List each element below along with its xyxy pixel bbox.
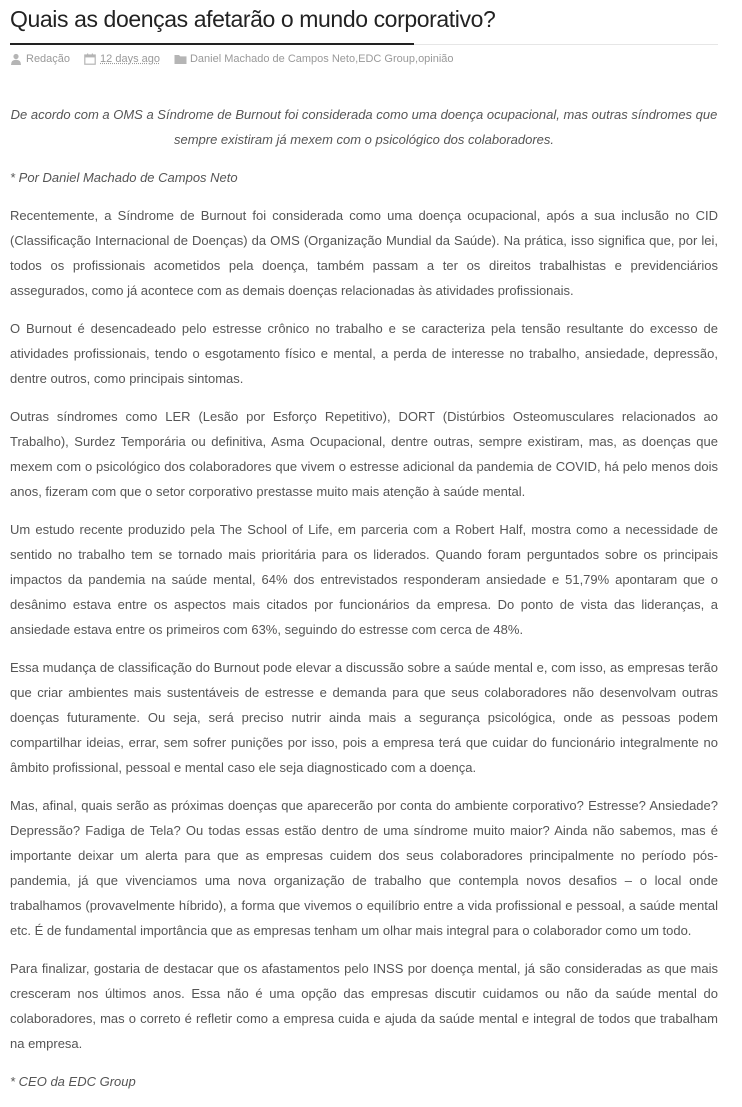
category-separator: , <box>415 53 419 65</box>
article-title: Quais as doenças afetarão o mundo corporativo? <box>10 6 496 32</box>
calendar-icon <box>84 53 96 65</box>
paragraph: Para finalizar, gostaria de destacar que os afastamentos pelo INSS por doença mental, já são consideradas as que mais cresceram nos últimos anos. Essa não é uma opção das empresas discutir cuidamos ou não da saúde mental do colaboradores, mas o correto é refletir como a empresa cuida e ajuda da saúde mental e integral de todos que trabalham na empresa. <box>10 961 718 1051</box>
category-link[interactable]: Daniel Machado de Campos Neto <box>189 53 356 65</box>
category-link[interactable]: opinião <box>418 53 454 65</box>
article-byline: * Por Daniel Machado de Campos Neto <box>10 170 238 185</box>
paragraph: Recentemente, a Síndrome de Burnout foi considerada como uma doença ocupacional, após a sua inclusão no CID (Classificação Internacional de Doenças) da OMS (Organização Mundial da Saúde). Na prática, isso significa que, por lei, todos os profissionais acometidos pela doença, também passam a ter os direitos trabalhistas e previdenciários assegurados, como já acontece com as demais doenças relacionadas às atividades profissionais. <box>10 208 718 298</box>
paragraph: Mas, afinal, quais serão as próximas doenças que aparecerão por conta do ambiente corporativo? Estresse? Ansiedade? Depressão? Fadiga de Tela? Ou todas essas estão dentro de uma síndrome muito maior? Ainda não sabemos, mas é importante deixar um alerta para que as empresas cuidem dos seus colaboradores principalmente no período pós-pandemia, já que vivenciamos uma nova organização de trabalho que contempla novos desafios – o local onde trabalhamos (provavelmente híbrido), a forma que vivemos o equilíbrio entre a vida profissional e pessoal, a saúde mental etc. É de fundamental importância que as empresas tenham um olhar mais integral para o colaborador como um todo. <box>10 798 718 938</box>
post-date: 12 days ago <box>100 53 160 65</box>
title-area <box>10 0 718 45</box>
author-link[interactable]: Redação <box>26 53 71 65</box>
article <box>10 0 718 1089</box>
post-meta <box>10 53 454 65</box>
folder-icon <box>174 53 186 65</box>
paragraph: Outras síndromes como LER (Lesão por Esforço Repetitivo), DORT (Distúrbios Osteomusculares relacionados ao Trabalho), Surdez Temporária ou definitiva, Asma Ocupacional, dentre outras, sempre existiram, mas, as doenças que mexem com o psicológico dos colaboradores que vivem o estresse adicional da pandemia de COVID, há pelo menos dois anos, fizeram com que o setor corporativo prestasse muito mais atenção à saúde mental. <box>10 409 718 499</box>
paragraph: Essa mudança de classificação do Burnout pode elevar a discussão sobre a saúde mental e, com isso, as empresas terão que criar ambientes mais sustentáveis de estresse e demanda para que seus colaboradores não desenvolvam outras doenças futuramente. Ou seja, será preciso nutrir ainda mais a segurança psicológica, onde as pessoas podem compartilhar ideias, errar, sem sofrer punições por isso, pois a empresa terá que cuidar do funcionário integralmente no âmbito profissional, pessoal e mental caso ele seja diagnosticado com a doença. <box>10 660 718 775</box>
category-link[interactable]: EDC Group <box>358 53 415 65</box>
title-underline <box>10 43 414 45</box>
article-body <box>10 102 718 1107</box>
paragraph: Um estudo recente produzido pela The School of Life, em parceria com a Robert Half, mostra como a necessidade de sentido no trabalho tem se tornado mais prioritária para os liderados. Quando foram perguntados sobre os principais impactos da pandemia na saúde mental, 64% dos entrevistados responderam ansiedade e 51,79% apontaram que o desânimo estava entre os aspectos mais citados por funcionários da empresa. Do ponto de vista das lideranças, a ansiedade estava entre os primeiros com 63%, seguindo do estresse com cerca de 48%. <box>10 522 718 637</box>
article-lead: De acordo com a OMS a Síndrome de Burnout foi considerada como uma doença ocupacional, mas outras síndromes que sempre existiram já mexem com o psicológico dos colaboradores. <box>10 107 718 147</box>
user-icon <box>10 53 22 65</box>
category-separator: , <box>355 53 359 65</box>
article-footnote: * CEO da EDC Group <box>10 1074 136 1089</box>
paragraph: O Burnout é desencadeado pelo estresse crônico no trabalho e se caracteriza pela tensão resultante do excesso de atividades profissionais, tendo o esgotamento físico e mental, a perda de interesse no trabalho, ansiedade, depressão, dentre outros, como principais sintomas. <box>10 321 718 386</box>
